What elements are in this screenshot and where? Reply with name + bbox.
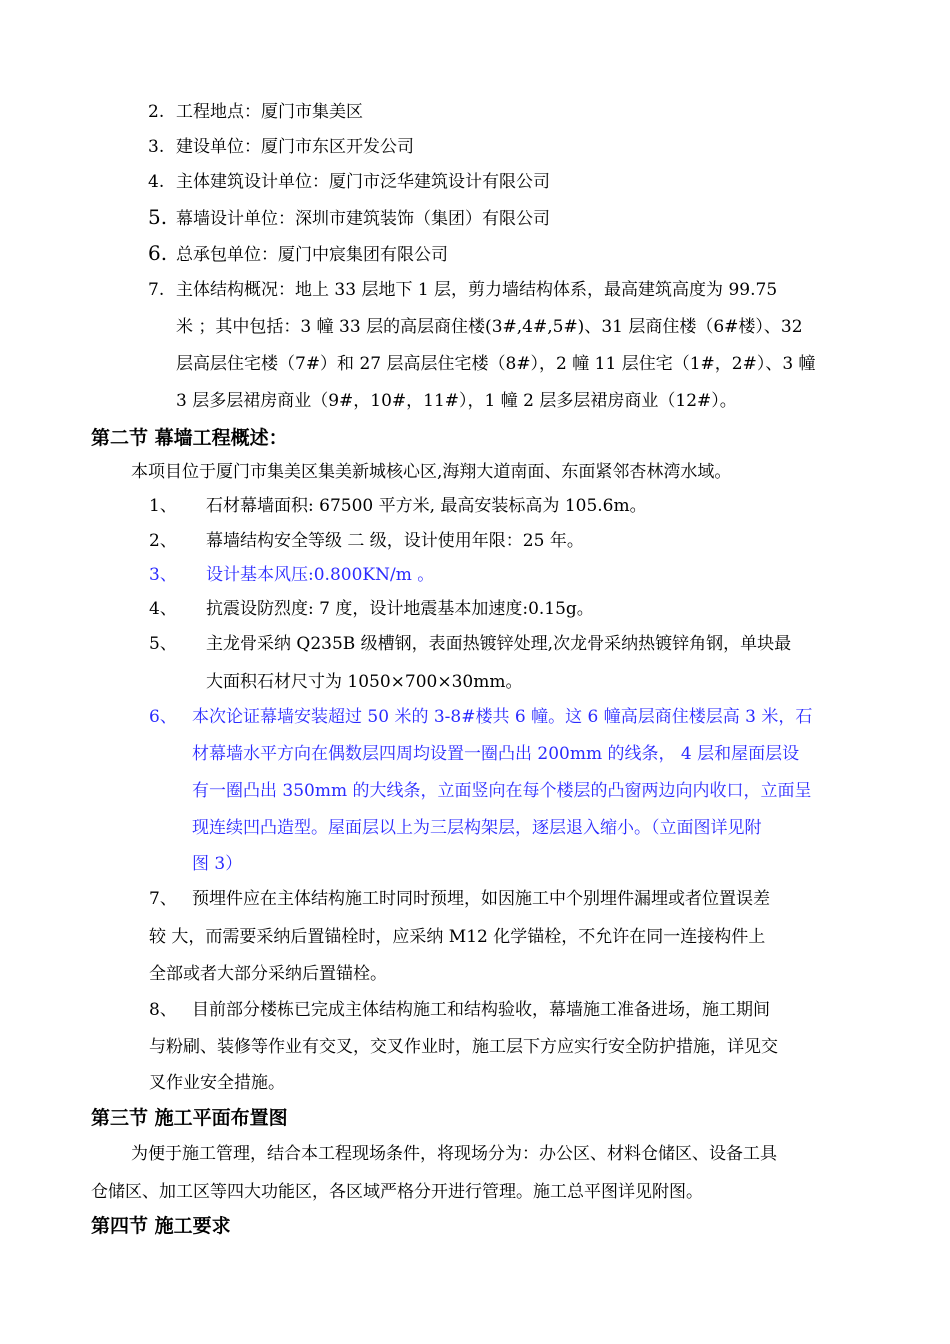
list-item: 6、 本次论证幕墙安装超过 50 米的 3-8#楼共 6 幢。这 6 幢高层商住楼层高 3 米，石: [149, 707, 813, 727]
list-item-continuation: 现连续凹凸造型。屋面层以上为三层构架层，逐层退入缩小。（立面图详见附: [192, 818, 762, 838]
section-heading: 第四节 施工要求: [91, 1215, 231, 1237]
list-item: 3、 设计基本风压:0.800KN/m 。: [149, 565, 435, 585]
list-item-continuation: 米 ；其中包括：3 幢 33 层的高层商住楼(3#,4#,5#)、31 层商住楼（6#楼）、32: [176, 317, 803, 337]
paragraph: 为便于施工管理，结合本工程现场条件，将现场分为：办公区、材料仓储区、设备工具: [131, 1144, 777, 1164]
list-item-continuation: 有一圈凸出 350mm 的大线条，立面竖向在每个楼层的凸窗两边向内收口，立面呈: [192, 781, 812, 801]
list-item-continuation: 图 3）: [192, 854, 243, 874]
list-item: 3. 建设单位：厦门市东区开发公司: [148, 137, 414, 157]
list-item: 8、 目前部分楼栋已完成主体结构施工和结构验收，幕墙施工准备进场，施工期间: [149, 1000, 770, 1020]
list-item: 5. 幕墙设计单位：深圳市建筑装饰（集团）有限公司: [148, 205, 550, 229]
list-item: 7、 预埋件应在主体结构施工时同时预埋，如因施工中个别埋件漏埋或者位置误差: [149, 889, 770, 909]
section-heading: 第三节 施工平面布置图: [91, 1107, 288, 1129]
paragraph: 本项目位于厦门市集美区集美新城核心区,海翔大道南面、东面紧邻杏林湾水域。: [131, 462, 732, 482]
list-item-continuation: 3 层多层裙房商业（9#，10#，11#），1 幢 2 层多层裙房商业（12#）。: [176, 391, 737, 411]
list-item: 7. 主体结构概况：地上 33 层地下 1 层，剪力墙结构体系，最高建筑高度为 99.75: [148, 280, 778, 300]
list-item: 2. 工程地点：厦门市集美区: [148, 102, 363, 122]
paragraph-continuation: 仓储区、加工区等四大功能区，各区域严格分开进行管理。施工总平图详见附图。: [91, 1182, 703, 1202]
list-item-continuation: 叉作业安全措施。: [149, 1073, 285, 1093]
list-item: 2、 幕墙结构安全等级 二 级，设计使用年限：25 年。: [149, 531, 584, 551]
list-item: 1、 石材幕墙面积: 67500 平方米, 最高安装标高为 105.6m。: [149, 496, 647, 516]
list-item: 5、 主龙骨采纳 Q235B 级槽钢，表面热镀锌处理,次龙骨采纳热镀锌角钢，单块最: [149, 634, 792, 654]
list-item-continuation: 较 大，而需要采纳后置锚栓时，应采纳 M12 化学锚栓，不允许在同一连接构件上: [149, 927, 766, 947]
list-item: 6. 总承包单位：厦门中宸集团有限公司: [148, 241, 448, 265]
list-item-continuation: 与粉刷、装修等作业有交叉，交叉作业时，施工层下方应实行安全防护措施，详见交: [149, 1037, 778, 1057]
list-item: 4、 抗震设防烈度: 7 度，设计地震基本加速度:0.15g。: [149, 599, 594, 619]
list-item-continuation: 层高层住宅楼（7#）和 27 层高层住宅楼（8#），2 幢 11 层住宅（1#，2#）、3 幢: [176, 354, 816, 374]
list-item-continuation: 材幕墙水平方向在偶数层四周均设置一圈凸出 200mm 的线条， 4 层和屋面层设: [192, 744, 800, 764]
list-item-continuation: 全部或者大部分采纳后置锚栓。: [149, 964, 387, 984]
section-heading: 第二节 幕墙工程概述：: [91, 427, 288, 449]
list-item-continuation: 大面积石材尺寸为 1050×700×30mm。: [206, 672, 523, 692]
list-item: 4. 主体建筑设计单位：厦门市泛华建筑设计有限公司: [148, 172, 550, 192]
